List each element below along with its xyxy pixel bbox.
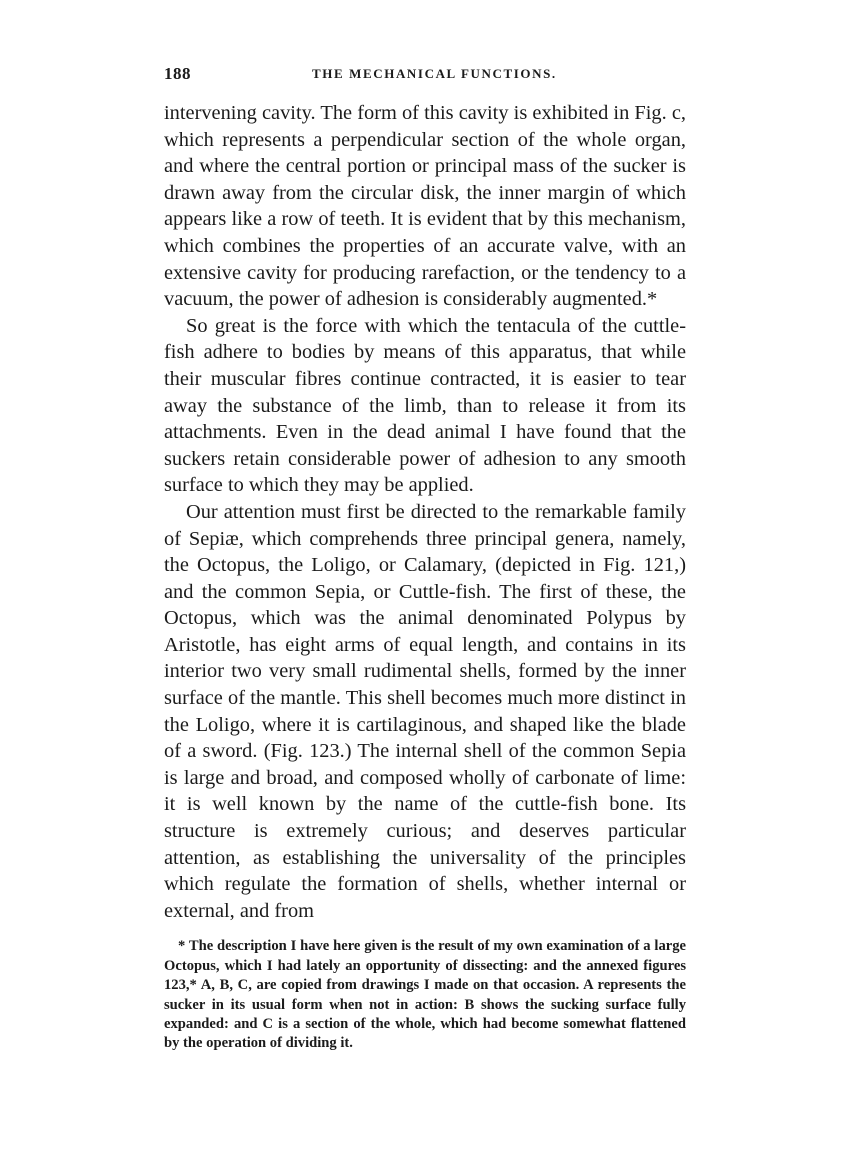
footnote: * The description I have here given is the result of my own examination of a large Octopus, which I had lately an opportunity of dissecting: and the annexed figures 123,* A, B, C, are copied from drawings I made on that occasion. A represents the sucker in its usual form when not in action: B shows the sucking surface fully expanded: and C is a section of the whole, which had become somewhat flattened by the operation of dividing it. [164, 938, 686, 1052]
paragraph-3: Our attention must first be directed to the remarkable family of Sepiæ, which comprehends three principal genera, namely, the Octopus, the Loligo, or Calamary, (depicted in Fig. 121,) and the common Sepia, or Cuttle-fish. The first of these, the Octopus, which was the animal denominated Polypus by Aristotle, has eight arms of equal length, and contains in its interior two very small rudimental shells, formed by the inner surface of the mantle. This shell becomes much more distinct in the Loligo, where it is cartilaginous, and shaped like the blade of a sword. (Fig. 123.) The internal shell of the common Sepia is large and broad, and composed wholly of carbonate of lime: it is well known by the name of the cuttle-fish bone. Its structure is extremely curious; and deserves particular attention, as establishing the universality of the principles which regulate the formation of shells, whether internal or external, and from [164, 500, 686, 922]
paragraph-2: So great is the force with which the tentacula of the cuttle-fish adhere to bodies by means of this apparatus, that while their muscular fibres continue contracted, it is easier to tear away the substance of the limb, than to release it from its attachments. Even in the dead animal I have found that the suckers retain considerable power of adhesion to any smooth surface to which they may be applied. [164, 314, 686, 497]
running-title: THE MECHANICAL FUNCTIONS. [312, 66, 557, 81]
paragraph-1: intervening cavity. The form of this cavity is exhibited in Fig. c, which represents a perpendicular section of the whole organ, and where the central portion or principal mass of the sucker is drawn away from the circular disk, the inner margin of which appears like a row of teeth. It is evident that by this mechanism, which combines the properties of an accurate valve, with an extensive cavity for producing rarefaction, or the tendency to a vacuum, the power of adhesion is considerably augmented.* [164, 102, 686, 311]
book-page [164, 58, 686, 1068]
body-text [164, 100, 686, 924]
page-number: 188 [164, 64, 191, 83]
running-head [164, 58, 686, 88]
